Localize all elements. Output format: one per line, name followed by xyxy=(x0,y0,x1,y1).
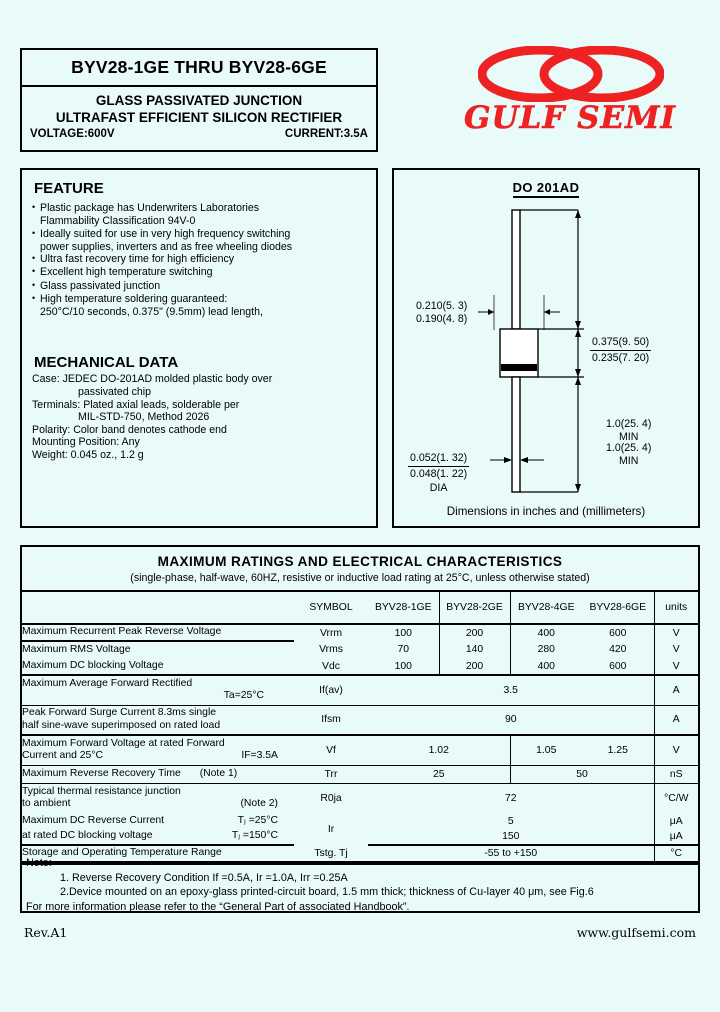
row-desc-line1 xyxy=(22,815,294,828)
row-unit: °C xyxy=(654,845,698,862)
row-desc-line2-text: to ambient xyxy=(22,798,71,810)
row-value-4ge: 400 xyxy=(510,624,582,641)
row-value-4ge-6ge: 50 xyxy=(510,765,654,783)
header-byv28-6ge: BYV28-6GE xyxy=(589,602,647,613)
row-value-6ge: 1.25 xyxy=(582,735,654,765)
row-symbol: Vdc xyxy=(294,658,368,675)
header-spacer xyxy=(22,592,294,624)
row-unit: V xyxy=(654,641,698,658)
row-value-4ge: 280 xyxy=(510,641,582,658)
table-row xyxy=(22,765,698,783)
row-desc-condition: Tⱼ =25°C xyxy=(237,814,278,826)
mechanical-weight: Weight: 0.045 oz., 1.2 g xyxy=(32,448,144,461)
feature-mechanical-panel xyxy=(20,168,378,528)
table-header-row xyxy=(22,592,698,624)
table-row xyxy=(22,813,698,829)
row-value-1ge: 100 xyxy=(368,658,439,675)
revision-label: Rev.A1 xyxy=(24,925,68,940)
row-symbol: Vrms xyxy=(319,644,343,655)
note-2: 2.Device mounted on an epoxy-glass printed-circuit board, 1.5 mm thick; thickness of Cu-layer 40 μm, see Fig.6 xyxy=(60,886,594,898)
row-desc: Maximum Recurrent Peak Reverse Voltage xyxy=(22,624,294,641)
row-desc-line2-text: Current and 25°C xyxy=(22,750,103,762)
row-unit: nS xyxy=(654,765,698,783)
row-desc-condition: Tⱼ =150°C xyxy=(231,830,278,842)
voltage-rating: VOLTAGE:600V xyxy=(30,128,115,140)
row-unit: V xyxy=(654,658,698,675)
mechanical-case: Case: JEDEC DO-201AD molded plastic body over xyxy=(32,373,273,386)
row-symbol: Tstg. Tj xyxy=(294,845,368,862)
ratings-table xyxy=(22,592,698,863)
row-symbol: Ifsm xyxy=(294,705,368,735)
table-row xyxy=(22,624,698,641)
table-row xyxy=(22,705,698,735)
mechanical-polarity: Polarity: Color band denotes cathode end xyxy=(32,423,227,436)
row-symbol: Vrrm xyxy=(294,624,368,641)
note-3: For more information please refer to the “General Part of associated Handbook”. xyxy=(26,900,410,913)
row-unit: A xyxy=(654,705,698,735)
row-value-all: 5 xyxy=(507,815,514,827)
row-value-6ge: 600 xyxy=(582,624,654,641)
feature-item-continuation: Flammability Classification 94V-0 xyxy=(40,215,196,228)
page-title: BYV28-1GE THRU BYV28-6GE xyxy=(22,50,376,87)
row-unit: A xyxy=(654,675,698,705)
feature-item-continuation: power supplies, inverters and as free wheeling diodes xyxy=(40,240,293,253)
row-value-all: 150 xyxy=(368,829,654,845)
feature-item-continuation: 250°C/10 seconds, 0.375" (9.5mm) lead length, xyxy=(40,305,263,318)
row-desc-line2 xyxy=(22,750,294,763)
current-rating: CURRENT:3.5A xyxy=(284,128,368,140)
feature-item: • Glass passivated junction xyxy=(32,280,366,293)
feature-item: • Plastic package has Underwriters Laboratories xyxy=(32,202,366,215)
mechanical-terminals-cont: MIL-STD-750, Method 2026 xyxy=(78,411,210,424)
row-desc-text: Maximum Reverse Recovery Time xyxy=(22,767,181,779)
row-desc-line2: half sine-wave superimposed on rated load xyxy=(22,719,221,731)
ratings-title: MAXIMUM RATINGS AND ELECTRICAL CHARACTERISTICS xyxy=(157,554,563,569)
row-value-all: -55 to +150 xyxy=(368,845,654,862)
header-byv28-2ge: BYV28-2GE xyxy=(439,592,510,624)
feature-item: • Excellent high temperature switching xyxy=(32,266,366,279)
row-value-2ge: 200 xyxy=(439,658,510,675)
feature-list xyxy=(32,202,366,318)
row-symbol: Ir xyxy=(327,823,335,835)
mechanical-terminals: Terminals: Plated axial leads, solderable per xyxy=(32,398,240,411)
table-row xyxy=(22,783,698,813)
row-desc-note: (Note 1) xyxy=(199,767,238,779)
ratings-table-container xyxy=(20,545,700,865)
feature-heading: FEATURE xyxy=(34,180,104,197)
row-desc xyxy=(22,765,294,783)
row-desc xyxy=(22,783,294,813)
header-byv28-1ge: BYV28-1GE xyxy=(374,602,432,613)
row-desc xyxy=(22,735,294,765)
ratings-title-block xyxy=(22,547,698,592)
mechanical-data-heading: MECHANICAL DATA xyxy=(34,354,179,372)
row-symbol: If(av) xyxy=(294,675,368,705)
dim-lead-length-top: 1.0(25. 4) MIN xyxy=(606,442,652,467)
dim-lead-diameter: 0.052(1. 32) 0.048(1. 22) DIA xyxy=(410,452,468,494)
row-value-4ge: 1.05 xyxy=(510,735,582,765)
row-desc-line1: Maximum Forward Voltage at rated Forward xyxy=(22,737,225,749)
row-desc xyxy=(22,675,294,705)
row-value-all: 90 xyxy=(368,705,654,735)
row-value-1ge-2ge: 25 xyxy=(368,765,510,783)
dim-body-width: 0.210(5. 3) 0.190(4. 8) xyxy=(416,300,468,325)
row-value-2ge: 140 xyxy=(439,641,510,658)
table-row xyxy=(22,675,698,705)
row-desc-line2 xyxy=(22,830,294,843)
logo-wordmark: GULF SEMI xyxy=(464,100,676,136)
row-value-1ge-2ge: 1.02 xyxy=(368,735,510,765)
row-value-6ge: 420 xyxy=(609,644,627,655)
row-symbol: R0ja xyxy=(320,792,342,804)
package-name: DO 201AD xyxy=(394,180,698,195)
product-description xyxy=(22,87,376,140)
row-value-1ge: 100 xyxy=(368,624,439,641)
table-row xyxy=(22,735,698,765)
table-row xyxy=(22,641,698,658)
row-desc xyxy=(22,705,294,735)
mechanical-case-cont: passivated chip xyxy=(78,385,152,398)
header-symbol: SYMBOL xyxy=(309,602,353,613)
page-footer xyxy=(24,925,696,940)
description-line-2: ULTRAFAST EFFICIENT SILICON RECTIFIER xyxy=(55,110,343,125)
row-symbol: Trr xyxy=(294,765,368,783)
row-desc-line2 xyxy=(22,798,294,811)
mechanical-mounting: Mounting Position: Any xyxy=(32,436,140,449)
row-value-6ge: 600 xyxy=(582,658,654,675)
row-desc xyxy=(22,813,294,829)
ratings-subtitle: (single-phase, half-wave, 60HZ, resistive or inductive load rating at 25°C, unless otherwise stated) xyxy=(130,572,590,584)
gulf-semi-logo-icon xyxy=(478,46,664,102)
package-drawing-panel xyxy=(392,168,700,528)
page-header xyxy=(20,48,700,158)
description-line-1: GLASS PASSIVATED JUNCTION xyxy=(95,93,303,108)
dim-lead-length-bottom: 1.0(25. 4) MIN xyxy=(606,418,652,443)
row-desc-line1: Typical thermal resistance junction xyxy=(22,785,181,797)
feature-item: • High temperature soldering guaranteed: xyxy=(32,293,366,306)
row-desc-condition: IF=3.5A xyxy=(241,750,278,762)
row-desc-text: at rated DC blocking voltage xyxy=(22,830,153,842)
header-units: units xyxy=(654,592,698,624)
row-value-2ge: 200 xyxy=(439,624,510,641)
notes-label: Note: xyxy=(26,857,52,869)
row-desc-line1: Peak Forward Surge Current 8.3ms single xyxy=(22,707,217,719)
row-desc xyxy=(22,829,294,845)
row-desc: Maximum RMS Voltage xyxy=(22,643,131,655)
feature-item: • Ultra fast recovery time for high efficiency xyxy=(32,253,366,266)
row-unit: μA xyxy=(654,829,698,845)
feature-item: • Ideally suited for use in very high frequency switching xyxy=(32,228,366,241)
voltage-current-row xyxy=(22,126,376,140)
notes-block xyxy=(20,855,700,913)
row-value-1ge: 70 xyxy=(397,644,410,655)
row-unit: V xyxy=(654,735,698,765)
drawing-units-note: Dimensions in inches and (millimeters) xyxy=(446,505,646,518)
row-value-4ge: 400 xyxy=(510,658,582,675)
row-value-all: 72 xyxy=(504,792,517,804)
dim-body-length: $\frac{0.375(9. 50)}{0.235(7. 20)}$ xyxy=(592,336,650,364)
row-symbol: Vf xyxy=(294,735,368,765)
row-unit: μA xyxy=(654,813,698,829)
mechanical-data-list xyxy=(32,373,366,461)
row-desc-line2: Ta=25°C xyxy=(223,690,264,702)
row-unit: V xyxy=(654,624,698,641)
row-unit: °C/W xyxy=(654,783,698,813)
table-row xyxy=(22,658,698,675)
row-desc: Maximum DC blocking Voltage xyxy=(22,658,294,675)
row-desc: Storage and Operating Temperature Range xyxy=(22,845,294,862)
row-desc-note: (Note 2) xyxy=(240,798,278,810)
row-desc-line1: Maximum Average Forward Rectified xyxy=(22,677,193,689)
header-byv28-4ge: BYV28-4GE xyxy=(510,592,582,624)
website-link[interactable]: www.gulfsemi.com xyxy=(576,925,696,940)
company-logo xyxy=(440,44,700,156)
row-value-all: 3.5 xyxy=(368,675,654,705)
row-desc-text: Maximum DC Reverse Current xyxy=(22,814,165,826)
title-box xyxy=(20,48,378,152)
note-1: 1. Reverse Recovery Condition If =0.5A, Ir =1.0A, Irr =0.25A xyxy=(60,871,348,884)
